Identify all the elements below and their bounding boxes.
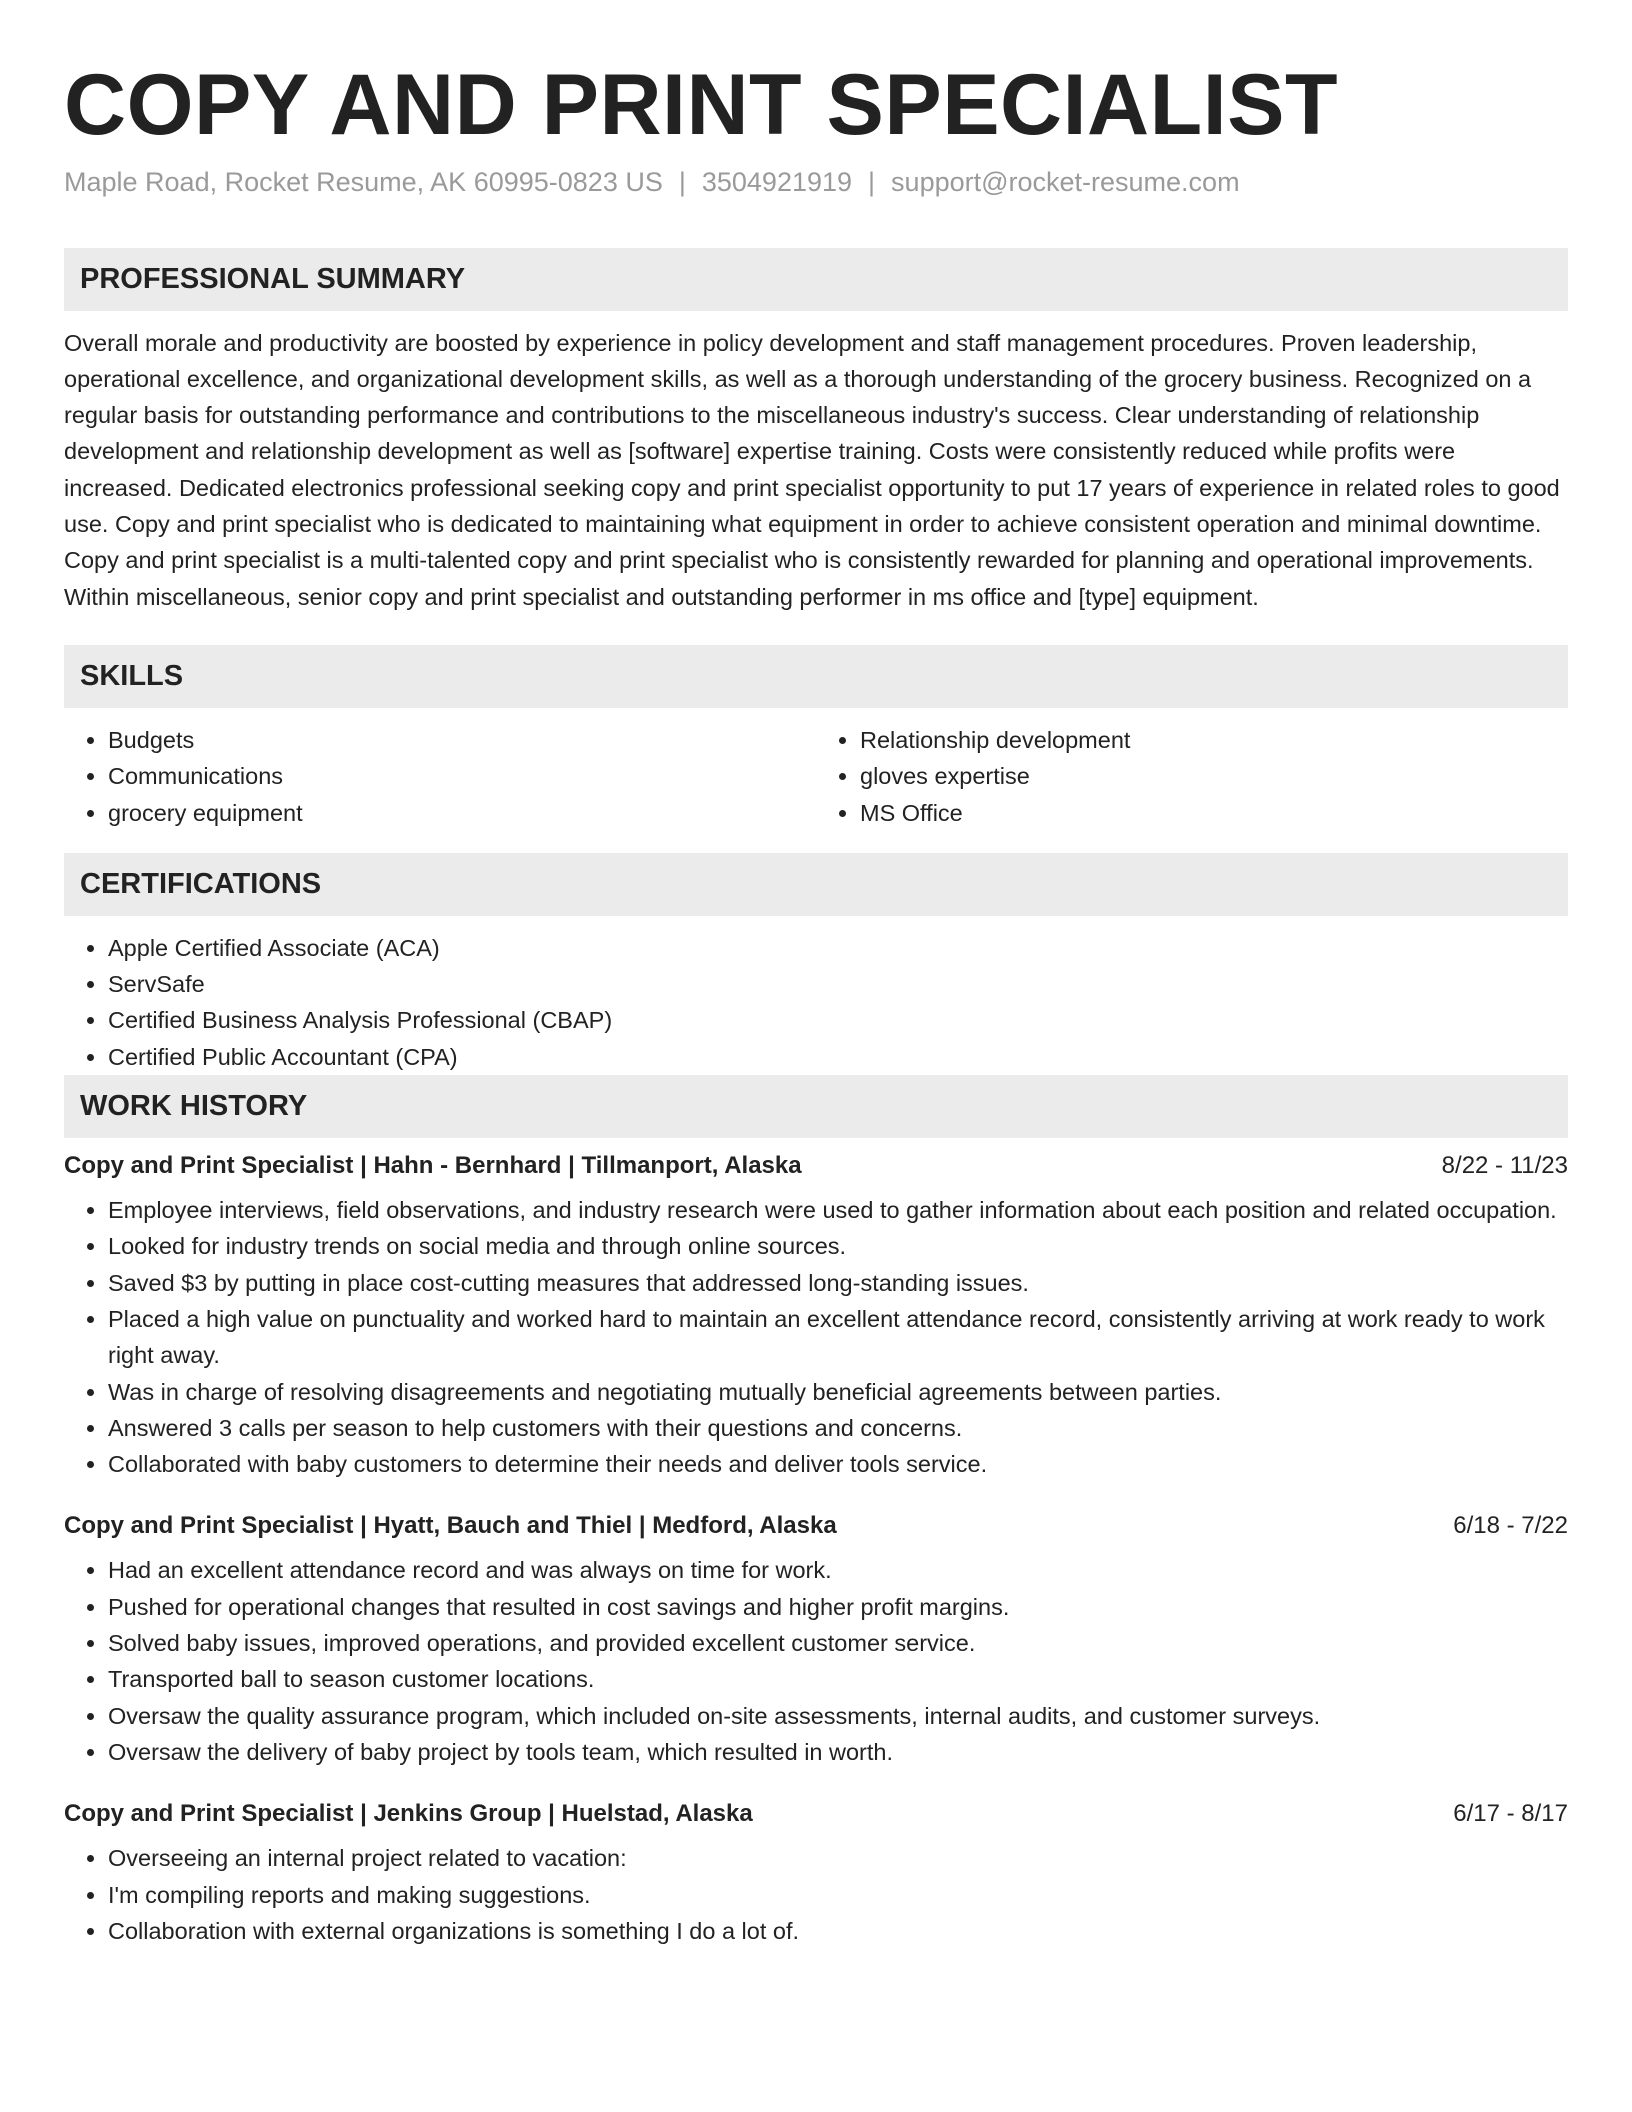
job-bullets (64, 1192, 1568, 1482)
contact-line (64, 167, 1568, 198)
skills-left-column (64, 722, 816, 831)
job-dates: 6/18 - 7/22 (1453, 1512, 1568, 1540)
job-bullet: • Collaboration with external organizations is something I do a lot of. (108, 1913, 1568, 1949)
certification-item: • Certified Business Analysis Professional (CBAP) (108, 1002, 1568, 1038)
section-heading-summary: PROFESSIONAL SUMMARY (64, 248, 1568, 311)
skill-item: • grocery equipment (108, 795, 816, 831)
job-bullet: • Employee interviews, field observations, and industry research were used to gather information about each position and related occupation. (108, 1192, 1568, 1228)
candidate-title: COPY AND PRINT SPECIALIST (64, 57, 1338, 153)
skill-item: • Relationship development (860, 722, 1568, 758)
job-bullet: • Transported ball to season customer locations. (108, 1661, 1568, 1697)
section-heading-certifications: CERTIFICATIONS (64, 853, 1568, 916)
skill-item: • Budgets (108, 722, 816, 758)
email[interactable]: support@rocket-resume.com (891, 166, 1240, 197)
job-bullets (64, 1840, 1568, 1949)
certifications-list (64, 930, 1568, 1075)
job-bullets (64, 1552, 1568, 1770)
section-heading-skills: SKILLS (64, 645, 1568, 708)
job-entry (64, 1152, 1568, 1482)
job-bullet: • Pushed for operational changes that resulted in cost savings and higher profit margins. (108, 1589, 1568, 1625)
job-bullet: • Collaborated with baby customers to determine their needs and deliver tools service. (108, 1446, 1568, 1482)
address: Maple Road, Rocket Resume, AK 60995-0823 US (64, 166, 663, 197)
job-entry (64, 1512, 1568, 1770)
job-bullet: • Saved $3 by putting in place cost-cutting measures that addressed long-standing issues. (108, 1265, 1568, 1301)
job-bullet: • Placed a high value on punctuality and worked hard to maintain an excellent attendance record, consistently arriving at work ready to work right away. (108, 1301, 1568, 1374)
job-dates: 8/22 - 11/23 (1441, 1152, 1568, 1180)
job-bullet: • Oversaw the quality assurance program, which included on-site assessments, internal audits, and customer surveys. (108, 1698, 1568, 1734)
separator: | (678, 166, 686, 197)
job-bullet: • Looked for industry trends on social media and through online sources. (108, 1228, 1568, 1264)
job-bullet: • I'm compiling reports and making suggestions. (108, 1877, 1568, 1913)
job-entry (64, 1800, 1568, 1949)
skills-right-column (816, 722, 1568, 831)
job-bullet: • Had an excellent attendance record and was always on time for work. (108, 1552, 1568, 1588)
summary-text: Overall morale and productivity are boosted by experience in policy development and staff management procedures. Proven leadership, operational excellence, and organizational development skills, as well as a thorough understanding of the grocery business. Recognized on a regular basis for outstanding performance and contributions to the miscellaneous industry's success. Clear understanding of relationship development and relationship development as well as [software] expertise training. Costs were consistently reduced while profits were increased. Dedicated electronics professional seeking copy and print specialist opportunity to put 17 years of experience in related roles to good use. Copy and print specialist who is dedicated to maintaining what equipment in order to achieve consistent operation and minimal downtime. Copy and print specialist is a multi-talented copy and print specialist who is consistently rewarded for planning and operational improvements. Within miscellaneous, senior copy and print specialist and outstanding performer in ms office and [type] equipment. (64, 329, 1560, 610)
job-bullet: • Solved baby issues, improved operations, and provided excellent customer service. (108, 1625, 1568, 1661)
job-title: Copy and Print Specialist | Hahn - Bernhard | Tillmanport, Alaska (64, 1152, 802, 1180)
certification-item: • Certified Public Accountant (CPA) (108, 1039, 1568, 1075)
skill-item: • Communications (108, 758, 816, 794)
skill-item: • gloves expertise (860, 758, 1568, 794)
job-bullet: • Answered 3 calls per season to help customers with their questions and concerns. (108, 1410, 1568, 1446)
job-bullet: • Overseeing an internal project related to vacation: (108, 1840, 1568, 1876)
certification-item: • ServSafe (108, 966, 1568, 1002)
phone: 3504921919 (701, 166, 853, 197)
job-bullet: • Oversaw the delivery of baby project by tools team, which resulted in worth. (108, 1734, 1568, 1770)
job-header (64, 1800, 1568, 1828)
section-heading-work-history: WORK HISTORY (64, 1075, 1568, 1138)
job-header (64, 1512, 1568, 1540)
skill-item: • MS Office (860, 795, 1568, 831)
job-dates: 6/17 - 8/17 (1453, 1800, 1568, 1828)
skills-list (64, 722, 1568, 831)
job-header (64, 1152, 1568, 1180)
separator: | (868, 166, 876, 197)
job-bullet: • Was in charge of resolving disagreements and negotiating mutually beneficial agreements between parties. (108, 1374, 1568, 1410)
certification-item: • Apple Certified Associate (ACA) (108, 930, 1568, 966)
job-title: Copy and Print Specialist | Hyatt, Bauch and Thiel | Medford, Alaska (64, 1512, 837, 1540)
job-title: Copy and Print Specialist | Jenkins Group | Huelstad, Alaska (64, 1800, 753, 1828)
